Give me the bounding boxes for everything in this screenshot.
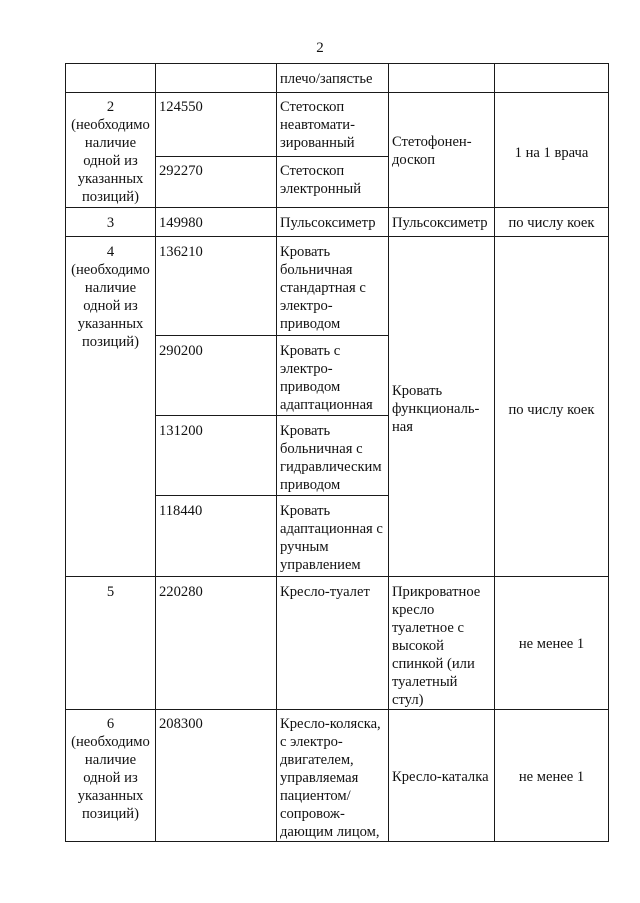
row-4-item-2-cell (276, 335, 389, 416)
row-4-code-4-cell (155, 495, 277, 577)
row-3-quantity-cell (494, 207, 609, 237)
row-2-quantity: 1 на 1 врача (514, 145, 589, 161)
row-3-item-cell (276, 207, 389, 237)
row-2-code-1: 124550 (159, 99, 203, 115)
row-1-number-cell (65, 63, 156, 93)
row-2-category: Стетофонен- доскоп (392, 134, 472, 168)
row-3-number: 3 (106, 215, 115, 231)
row-1-item-cell (276, 63, 389, 93)
row-3-category: Пульсоксиметр (392, 215, 488, 231)
row-6-category-cell (388, 709, 495, 842)
row-2-quantity-cell (494, 92, 609, 208)
row-6-item: Кресло-коляска, с электро- двигателем, управляемая пациентом/ сопровож- дающим лицом, (280, 716, 381, 840)
row-5-category: Прикроватное кресло туалетное с высокой спинкой (или туалетный стул) (392, 584, 481, 708)
row-2-code-2: 292270 (159, 163, 203, 179)
row-6-code: 208300 (159, 716, 203, 732)
row-6-code-cell (155, 709, 277, 842)
row-2-code-1-cell (155, 92, 277, 157)
row-4-code-2: 290200 (159, 343, 203, 359)
row-4-code-4: 118440 (159, 503, 203, 519)
row-4-code-1: 136210 (159, 244, 203, 260)
row-4-item-1: Кровать больничная стандартная с электро- приводом (280, 244, 366, 332)
row-4-quantity: по числу коек (508, 402, 595, 418)
row-1-category-cell (388, 63, 495, 93)
row-5-number: 5 (106, 584, 115, 600)
row-4-category-cell (388, 236, 495, 577)
row-5-code-cell (155, 576, 277, 710)
row-5-quantity: не менее 1 (518, 636, 585, 652)
row-1-quantity-cell (494, 63, 609, 93)
row-5-number-cell (65, 576, 156, 710)
row-4-item-1-cell (276, 236, 389, 336)
row-2-category-cell (388, 92, 495, 208)
row-5-quantity-cell (494, 576, 609, 710)
row-2-code-2-cell (155, 156, 277, 208)
row-4-quantity-cell (494, 236, 609, 577)
row-1-code-cell (155, 63, 277, 93)
row-5-item: Кресло-туалет (280, 584, 370, 600)
row-3-quantity: по числу коек (508, 215, 595, 231)
row-4-number: 4 (необходимо наличие одной из указанных позиций) (71, 244, 150, 350)
row-4-code-1-cell (155, 236, 277, 336)
row-4-code-3: 131200 (159, 423, 203, 439)
row-6-quantity-cell (494, 709, 609, 842)
row-6-quantity: не менее 1 (518, 769, 585, 785)
row-4-item-4-cell (276, 495, 389, 577)
row-6-number-cell (65, 709, 156, 842)
row-3-code: 149980 (159, 215, 203, 231)
row-6-category: Кресло-каталка (392, 769, 489, 785)
row-2-number: 2 (необходимо наличие одной из указанных позиций) (71, 99, 150, 205)
row-4-category: Кровать функциональ- ная (392, 383, 480, 435)
row-2-number-cell (65, 92, 156, 208)
row-4-item-3: Кровать больничная с гидравлическим приводом (280, 423, 382, 493)
row-2-item-2-cell (276, 156, 389, 208)
row-5-code: 220280 (159, 584, 203, 600)
row-1-item: плечо/запястье (280, 71, 373, 87)
page-number: 2 (316, 40, 324, 56)
row-4-item-2: Кровать с электро- приводом адаптационная (280, 343, 373, 413)
row-4-code-3-cell (155, 415, 277, 496)
row-2-item-2: Стетоскоп электронный (280, 163, 362, 197)
row-4-item-4: Кровать адаптационная с ручным управлением (280, 503, 383, 573)
row-6-item-cell (276, 709, 389, 842)
row-3-number-cell (65, 207, 156, 237)
row-3-item: Пульсоксиметр (280, 215, 376, 231)
row-4-number-cell (65, 236, 156, 577)
row-5-category-cell (388, 576, 495, 710)
row-6-number: 6 (необходимо наличие одной из указанных позиций) (71, 716, 150, 822)
row-2-item-1: Стетоскоп неавтомати- зированный (280, 99, 355, 151)
row-5-item-cell (276, 576, 389, 710)
row-4-item-3-cell (276, 415, 389, 496)
row-3-category-cell (388, 207, 495, 237)
row-3-code-cell (155, 207, 277, 237)
row-2-item-1-cell (276, 92, 389, 157)
row-4-code-2-cell (155, 335, 277, 416)
